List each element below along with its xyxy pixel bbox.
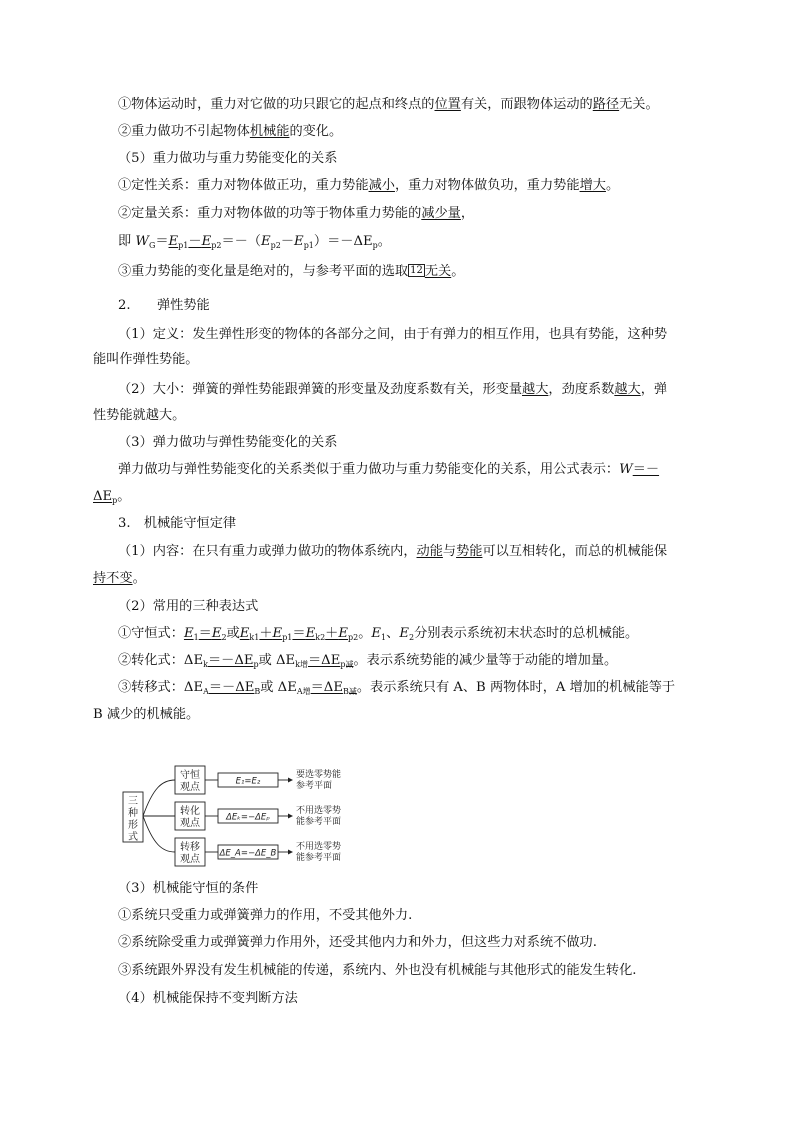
conservation-content-line1: （1）内容：在只有重力或弹力做功的物体系统内，动能与势能可以互相转化，而总的机械能保 <box>118 544 668 559</box>
root-char-1: 三 <box>128 796 138 807</box>
transfer-expression-line2: B 减少的机械能。 <box>93 707 200 722</box>
gravity-path-independence-line: ①物体运动时，重力对它做的功只跟它的起点和终点的位置有关，而跟物体运动的路径无关。 <box>118 97 659 112</box>
elastic-definition-line1: （1）定义：发生弹性形变的物体的各部分之间，由于有弹力的相互作用，也具有势能，这种势 <box>118 327 668 342</box>
judgment-method-heading: （4）机械能保持不变判断方法 <box>118 991 298 1006</box>
root-char-2: 种 <box>128 808 138 819</box>
elastic-definition-line2: 能叫作弹性势能。 <box>93 352 199 367</box>
formula-2: ΔEₖ=−ΔEₚ <box>226 812 270 823</box>
viewpoint-1-line2: 观点 <box>180 782 200 793</box>
note-3-line1: 不用选零势 <box>296 842 342 852</box>
gravity-work-formula: 即 $W_G=E_{p1}-E_{p2}=-(E_{p2}-E_{p1})=-\Delta E_p$。 <box>118 234 391 250</box>
arrow-head-3 <box>288 850 293 855</box>
note-1-line2: 参考平面 <box>296 781 333 791</box>
arrow-head-1 <box>288 778 293 783</box>
viewpoint-1-line1: 守恒 <box>180 770 200 781</box>
viewpoint-2-line2: 观点 <box>180 818 200 829</box>
conservation-expression: ①守恒式：$E_1=E_2$或$E_{k1}+E_{p1}=E_{k2}+E_{p2}$。$E_1$、$E_2$分别表示系统初末状态时的总机械能。 <box>118 626 639 642</box>
formula-3: ΔE_A=−ΔE_B <box>219 848 277 859</box>
root-char-4: 式 <box>128 832 138 843</box>
condition-2: ②系统除受重力或弹簧弹力作用外，还受其他内力和外力，但这些力对系统不做功. <box>118 935 597 950</box>
formula-1: E₁=E₂ <box>235 776 261 787</box>
elastic-heading: 2. 弹性势能 <box>118 298 210 313</box>
transfer-expression-line1: ③转移式：$\Delta E_A=-\Delta E_B$或 $\Delta E_{A增}=\Delta E_{B减}$。表示系统只有 A、B 两物体时，A 增加的机械能等于 <box>118 680 676 696</box>
branch-bottom <box>143 816 175 852</box>
viewpoint-2-line1: 转化 <box>180 806 200 817</box>
note-2-line2: 能参考平面 <box>296 817 342 827</box>
three-forms-diagram <box>120 758 360 873</box>
note-1-line1: 要选零势能 <box>296 770 342 780</box>
condition-1: ①系统只受重力或弹簧弹力的作用，不受其他外力. <box>118 908 413 923</box>
condition-3: ③系统跟外界没有发生机械能的传递，系统内、外也没有机械能与其他形式的能发生转化. <box>118 963 637 978</box>
elastic-magnitude-line2: 性势能就越大。 <box>93 408 186 423</box>
elastic-work-heading: （3）弹力做功与弹性势能变化的关系 <box>118 435 338 450</box>
qualitative-relation-line: ①定性关系：重力对物体做正功，重力势能减小，重力对物体做负功，重力势能增大。 <box>118 178 620 193</box>
viewpoint-3-line2: 观点 <box>180 854 200 865</box>
elastic-magnitude-line1: （2）大小：弹簧的弹性势能跟弹簧的形变量及劲度系数有关，形变量越大，劲度系数越大，弹 <box>118 382 668 397</box>
note-2-line1: 不用选零势 <box>296 806 342 816</box>
expressions-heading: （2）常用的三种表达式 <box>118 599 259 614</box>
footnote-box: 12 <box>410 265 423 276</box>
conservation-content-line2: 持不变。 <box>93 571 146 586</box>
elastic-work-line2: $\Delta E_p$。 <box>93 489 131 505</box>
reference-plane-line: ③重力势能的变化量是绝对的，与参考平面的选取 12 无关。 <box>118 264 465 279</box>
conservation-heading: 3. 机械能守恒定律 <box>118 516 237 531</box>
gravity-mechanical-energy-line: ②重力做功不引起物体机械能的变化。 <box>118 124 343 139</box>
gravity-work-relation-heading: （5）重力做功与重力势能变化的关系 <box>118 151 338 166</box>
note-3-line2: 能参考平面 <box>296 853 342 863</box>
conditions-heading: （3）机械能守恒的条件 <box>118 881 259 896</box>
root-char-3: 形 <box>128 820 138 831</box>
quantitative-relation-line: ②定量关系：重力对物体做的功等于物体重力势能的减少量， <box>118 206 475 221</box>
viewpoint-3-line1: 转移 <box>180 842 200 853</box>
elastic-work-line1: 弹力做功与弹性势能变化的关系类似于重力做功与重力势能变化的关系，用公式表示：W＝－ <box>118 462 660 477</box>
arrow-head-2 <box>288 814 293 819</box>
transformation-expression: ②转化式：$\Delta E_k=-\Delta E_p$或 $\Delta E_{k增}=\Delta E_{p减}$。表示系统势能的减少量等于动能的增加量。 <box>118 653 618 669</box>
branch-top <box>143 780 175 816</box>
